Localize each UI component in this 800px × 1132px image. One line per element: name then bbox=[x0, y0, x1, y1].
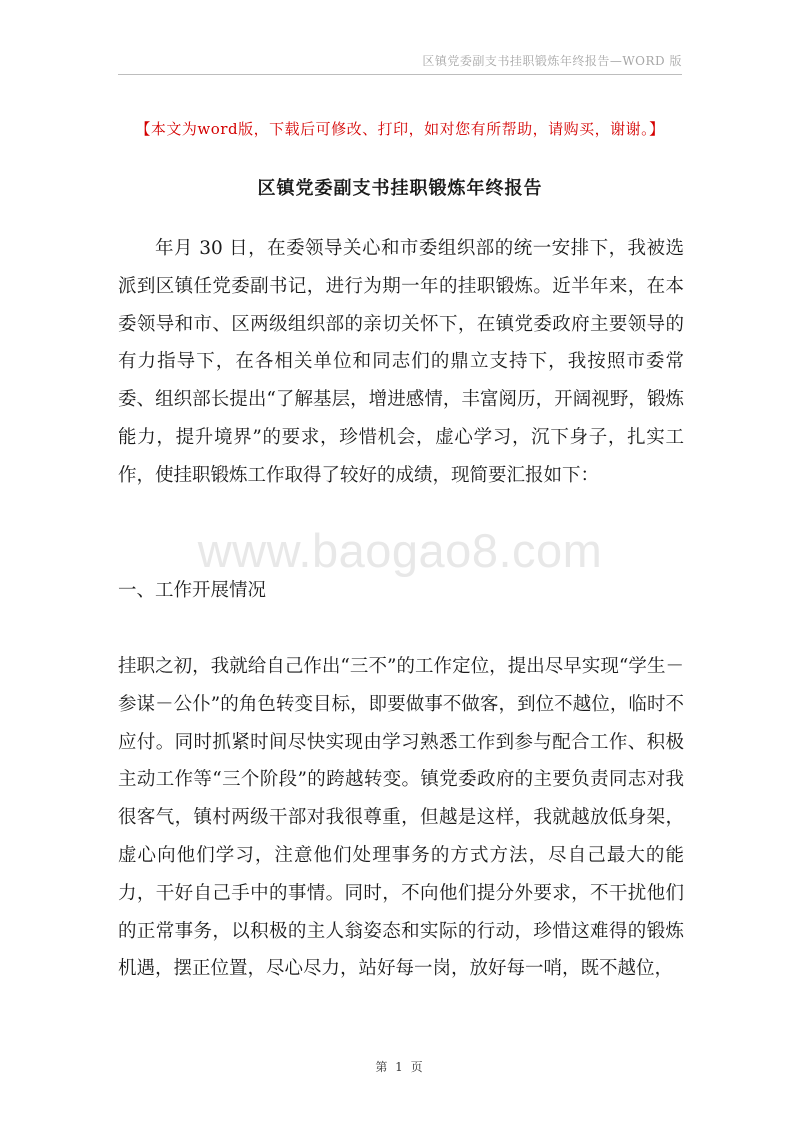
section-heading: 一、工作开展情况 bbox=[118, 580, 267, 601]
body-paragraph: 挂职之初，我就给自己作出“三不”的工作定位，提出尽早实现“学生－参谋－公仆”的角色转变目标，即要做事不做客，到位不越位，临时不应付。同时抓紧时间尽快实现由学习熟悉工作到参与配合工作、积极主动工作等“三个阶段”的跨越转变。镇党委政府的主要负责同志对我很客气，镇村两级干部对我很尊重，但越是这样，我就越放低身架，虚心向他们学习，注意他们处理事务的方式方法，尽自己最大的能力，干好自己手中的事情。同时，不向他们提分外要求，不干扰他们的正常事务，以积极的主人翁姿态和实际的行动，珍惜这难得的锻炼机遇，摆正位置，尽心尽力，站好每一岗，放好每一哨，既不越位， bbox=[118, 656, 684, 980]
page-number: 第 1 页 bbox=[375, 1060, 425, 1074]
site-watermark: www.baogao8.com bbox=[197, 524, 603, 577]
document-title: 区镇党委副支书挂职锻炼年终报告 bbox=[257, 178, 543, 199]
intro-paragraph: 年月 30 日，在委领导关心和市委组织部的统一安排下，我被选派到区镇任党委副书记，进行为期一年的挂职锻炼。近半年来，在本委领导和市、区两级组织部的亲切关怀下，在镇党委政府主要领导的有力指导下，在各相关单位和同志们的鼎立支持下，我按照市委常委、组织部长提出“了解基层，增进感情，丰富阅历，开阔视野，锻炼能力，提升境界”的要求，珍惜机会，虚心学习，沉下身子，扎实工作，使挂职锻炼工作取得了较好的成绩，现简要汇报如下： bbox=[118, 238, 684, 486]
running-header: 区镇党委副支书挂职锻炼年终报告—WORD 版 bbox=[422, 54, 682, 68]
purchase-notice: 【本文为word版，下载后可修改、打印，如对您有所帮助，请购买，谢谢。】 bbox=[135, 120, 665, 138]
header-divider bbox=[118, 74, 682, 75]
